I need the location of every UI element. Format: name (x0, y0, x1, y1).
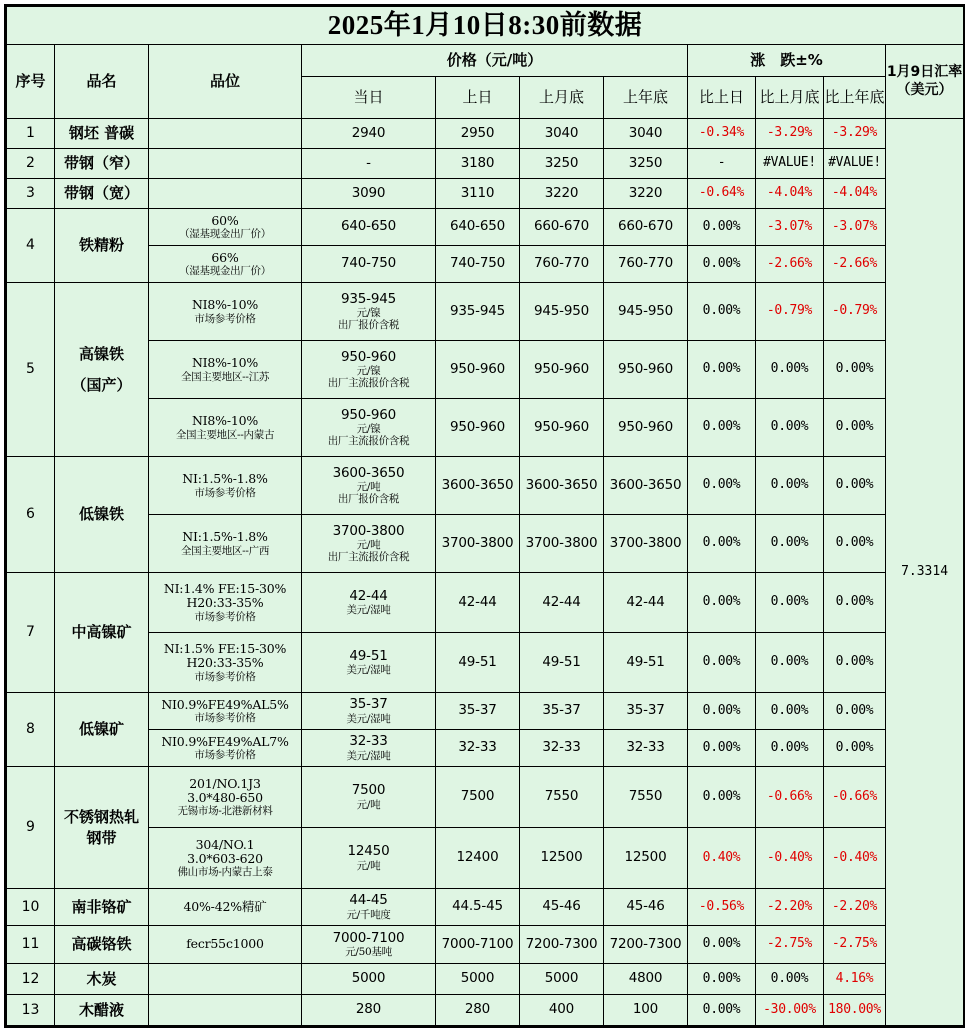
row-price-last-year: 950-960 (604, 399, 688, 457)
price-today-value: 12450 (347, 843, 390, 860)
row-change-vs-last-year: 0.00% (824, 515, 886, 573)
row-price-last-month: 49-51 (520, 633, 604, 693)
row-price-prev-day: 950-960 (436, 341, 520, 399)
header-last-year-end: 上年底 (604, 77, 688, 119)
row-price-today (302, 964, 436, 995)
table-row (7, 633, 964, 693)
price-today-value: 3090 (351, 184, 386, 201)
row-change-vs-prev-day: 0.00% (688, 730, 756, 767)
grade-note: 市场参考价格 (194, 610, 256, 623)
grade-secondary: H20:33-35% (186, 595, 264, 611)
header-seq: 序号 (7, 45, 55, 119)
row-price-prev-day: 12400 (436, 828, 520, 889)
table-row (7, 246, 964, 283)
table-row (7, 964, 964, 995)
price-today-unit: 美元/湿吨 (346, 664, 391, 677)
price-table (6, 6, 964, 1026)
row-change-vs-prev-day: 0.00% (688, 209, 756, 246)
row-change-vs-last-year: 0.00% (824, 573, 886, 633)
price-today-note: 出厂主流报价含税 (327, 551, 410, 564)
price-today-unit: 美元/湿吨 (346, 749, 391, 762)
row-change-vs-prev-day: 0.00% (688, 926, 756, 964)
row-change-vs-last-year: 0.00% (824, 457, 886, 515)
table-row (7, 828, 964, 889)
grade-main: NI8%-10% (191, 355, 259, 371)
row-product-name: 铁精粉 (55, 209, 149, 283)
row-price-prev-day: 640-650 (436, 209, 520, 246)
row-change-vs-last-year: -3.29% (824, 119, 886, 149)
row-price-today (302, 926, 436, 964)
header-price-group: 价格（元/吨） (302, 45, 688, 77)
row-seq: 11 (7, 926, 55, 964)
table-row (7, 767, 964, 828)
row-product-name: 中高镍矿 (55, 573, 149, 693)
row-price-today (302, 828, 436, 889)
row-price-last-year: 35-37 (604, 693, 688, 730)
price-today-value: 2940 (351, 124, 386, 141)
row-change-vs-prev-day: 0.00% (688, 573, 756, 633)
row-change-vs-prev-day: -0.34% (688, 119, 756, 149)
row-product-name (55, 767, 149, 889)
price-today-value: 3700-3800 (332, 522, 405, 539)
header-vs-last-month: 比上月底 (756, 77, 824, 119)
row-change-vs-last-month: -4.04% (756, 179, 824, 209)
row-change-vs-last-month: 0.00% (756, 573, 824, 633)
price-sheet (4, 4, 965, 1028)
header-name: 品名 (55, 45, 149, 119)
price-today-value: 740-750 (340, 255, 396, 272)
row-change-vs-last-month: 0.00% (756, 457, 824, 515)
row-change-vs-last-month: -2.20% (756, 889, 824, 926)
row-grade (149, 926, 302, 964)
row-seq: 1 (7, 119, 55, 149)
row-grade (149, 246, 302, 283)
row-change-vs-last-year: -2.20% (824, 889, 886, 926)
row-change-vs-prev-day: 0.00% (688, 399, 756, 457)
row-price-today (302, 119, 436, 149)
row-change-vs-last-month: -0.66% (756, 767, 824, 828)
grade-secondary: 3.0*480-650 (187, 789, 263, 805)
table-row (7, 399, 964, 457)
row-price-today (302, 457, 436, 515)
row-price-last-year: 4800 (604, 964, 688, 995)
row-price-today (302, 209, 436, 246)
row-change-vs-prev-day: 0.00% (688, 457, 756, 515)
row-price-last-year: 3600-3650 (604, 457, 688, 515)
grade-note: 市场参考价格 (194, 712, 256, 725)
row-price-last-month: 3600-3650 (520, 457, 604, 515)
grade-note: 无锡市场-北港新材料 (177, 805, 273, 818)
row-price-last-month: 400 (520, 995, 604, 1026)
row-price-last-year: 12500 (604, 828, 688, 889)
row-change-vs-prev-day: 0.00% (688, 246, 756, 283)
row-price-prev-day: 5000 (436, 964, 520, 995)
price-today-value: 7500 (351, 782, 386, 799)
price-today-unit: 元/镍 (356, 423, 381, 436)
row-grade (149, 149, 302, 179)
row-price-prev-day: 49-51 (436, 633, 520, 693)
price-today-value: 49-51 (349, 647, 388, 664)
row-price-last-month: 3040 (520, 119, 604, 149)
grade-note: 全国主要地区--内蒙古 (175, 428, 275, 441)
grade-main: 66% (211, 249, 239, 265)
row-change-vs-last-year: 0.00% (824, 633, 886, 693)
price-today-unit: 元/镍 (356, 307, 381, 320)
price-today-value: 42-44 (349, 587, 388, 604)
price-today-value: 35-37 (349, 696, 388, 713)
row-product-name: 低镍矿 (55, 693, 149, 767)
table-row (7, 209, 964, 246)
grade-main: 40%-42%精矿 (183, 898, 267, 914)
row-change-vs-last-month: #VALUE! (756, 149, 824, 179)
grade-main: NI:1.5% FE:15-30% (163, 641, 287, 657)
row-price-today (302, 246, 436, 283)
row-seq: 10 (7, 889, 55, 926)
row-grade (149, 179, 302, 209)
row-change-vs-last-year: 180.00% (824, 995, 886, 1026)
product-name-line2: 钢带 (86, 828, 117, 847)
grade-main: 201/NO.1J3 (189, 775, 261, 791)
row-price-last-month: 950-960 (520, 341, 604, 399)
grade-note: 市场参考价格 (194, 312, 256, 325)
row-change-vs-last-month: 0.00% (756, 515, 824, 573)
row-grade (149, 457, 302, 515)
price-today-value: 44-45 (349, 892, 388, 909)
price-today-unit: 元/吨 (356, 539, 381, 552)
price-today-unit: 美元/湿吨 (346, 604, 391, 617)
row-price-prev-day: 280 (436, 995, 520, 1026)
table-row (7, 341, 964, 399)
header-last-month-end: 上月底 (520, 77, 604, 119)
row-change-vs-prev-day: -0.56% (688, 889, 756, 926)
row-change-vs-last-month: -3.29% (756, 119, 824, 149)
price-today-value: 3600-3650 (332, 464, 405, 481)
row-price-prev-day: 42-44 (436, 573, 520, 633)
row-price-last-year: 3040 (604, 119, 688, 149)
price-today-value: 5000 (351, 970, 386, 987)
row-seq: 6 (7, 457, 55, 573)
row-price-today (302, 573, 436, 633)
row-product-name: 钢坯 普碳 (55, 119, 149, 149)
row-grade (149, 399, 302, 457)
grade-main: 304/NO.1 (195, 836, 255, 852)
price-today-note: 出厂报价含税 (337, 319, 400, 332)
row-price-last-year: 32-33 (604, 730, 688, 767)
row-grade (149, 964, 302, 995)
exchange-rate-value: 7.3314 (886, 119, 964, 1026)
row-price-today (302, 730, 436, 767)
row-price-last-month: 35-37 (520, 693, 604, 730)
row-change-vs-prev-day: 0.00% (688, 633, 756, 693)
row-price-last-month: 3700-3800 (520, 515, 604, 573)
table-row (7, 515, 964, 573)
product-name-line2: （国产） (71, 375, 132, 394)
row-price-last-month: 3220 (520, 179, 604, 209)
header-rate-text: 1月9日汇率（美元） (886, 64, 963, 98)
row-price-last-month: 945-950 (520, 283, 604, 341)
grade-note: （湿基现金出厂价） (179, 265, 271, 278)
grade-main: NI8%-10% (191, 413, 259, 429)
row-price-prev-day: 935-945 (436, 283, 520, 341)
row-price-last-month: 45-46 (520, 889, 604, 926)
header-grade: 品位 (149, 45, 302, 119)
row-product-name (55, 283, 149, 457)
row-grade (149, 119, 302, 149)
table-row (7, 730, 964, 767)
row-seq: 8 (7, 693, 55, 767)
grade-main: NI:1.5%-1.8% (182, 529, 268, 545)
row-change-vs-prev-day: 0.00% (688, 767, 756, 828)
row-change-vs-last-month: 0.00% (756, 693, 824, 730)
row-change-vs-last-month: 0.00% (756, 341, 824, 399)
row-seq: 3 (7, 179, 55, 209)
header-change-group: 涨 跌±% (688, 45, 886, 77)
row-seq: 2 (7, 149, 55, 179)
row-price-last-month: 760-770 (520, 246, 604, 283)
row-grade (149, 341, 302, 399)
row-price-today (302, 149, 436, 179)
row-seq: 13 (7, 995, 55, 1026)
table-row (7, 889, 964, 926)
row-change-vs-last-year: 0.00% (824, 693, 886, 730)
row-change-vs-last-year: -4.04% (824, 179, 886, 209)
row-price-prev-day: 950-960 (436, 399, 520, 457)
sheet-title: 2025年1月10日8:30前数据 (7, 7, 964, 45)
price-today-unit: 元/吨 (356, 481, 381, 494)
row-price-last-month: 42-44 (520, 573, 604, 633)
row-price-last-year: 950-960 (604, 341, 688, 399)
table-row (7, 693, 964, 730)
table-row (7, 995, 964, 1026)
row-change-vs-last-month: -0.79% (756, 283, 824, 341)
row-price-last-year: 49-51 (604, 633, 688, 693)
header-prev-day: 上日 (436, 77, 520, 119)
price-today-note: 出厂主流报价含税 (327, 377, 410, 390)
table-row (7, 179, 964, 209)
row-change-vs-last-year: -0.40% (824, 828, 886, 889)
row-grade (149, 828, 302, 889)
row-change-vs-last-month: 0.00% (756, 399, 824, 457)
price-today-unit: 元/千吨度 (346, 908, 391, 921)
row-price-last-month: 950-960 (520, 399, 604, 457)
price-today-value: 935-945 (340, 290, 396, 307)
row-grade (149, 693, 302, 730)
row-change-vs-last-year: -2.75% (824, 926, 886, 964)
row-price-last-month: 32-33 (520, 730, 604, 767)
row-price-last-month: 5000 (520, 964, 604, 995)
price-today-value: 950-960 (340, 348, 396, 365)
table-row (7, 149, 964, 179)
price-today-value: 7000-7100 (332, 929, 405, 946)
row-price-prev-day: 3700-3800 (436, 515, 520, 573)
row-change-vs-last-month: -3.07% (756, 209, 824, 246)
row-product-name: 低镍铁 (55, 457, 149, 573)
price-today-note: 出厂报价含税 (337, 493, 400, 506)
grade-note: 全国主要地区--江苏 (180, 370, 270, 383)
grade-note: 市场参考价格 (194, 670, 256, 683)
row-seq: 7 (7, 573, 55, 693)
row-price-prev-day: 7500 (436, 767, 520, 828)
row-grade (149, 730, 302, 767)
row-price-last-month: 12500 (520, 828, 604, 889)
row-change-vs-prev-day: 0.00% (688, 283, 756, 341)
table-row (7, 573, 964, 633)
row-grade (149, 515, 302, 573)
row-price-prev-day: 2950 (436, 119, 520, 149)
row-product-name: 木醋液 (55, 995, 149, 1026)
row-grade (149, 573, 302, 633)
grade-main: NI:1.4% FE:15-30% (163, 581, 287, 597)
row-price-prev-day: 3180 (436, 149, 520, 179)
row-price-last-month: 7550 (520, 767, 604, 828)
row-change-vs-last-year: -3.07% (824, 209, 886, 246)
row-change-vs-prev-day: 0.40% (688, 828, 756, 889)
row-price-today (302, 633, 436, 693)
row-price-last-month: 3250 (520, 149, 604, 179)
row-change-vs-prev-day: 0.00% (688, 515, 756, 573)
row-seq: 5 (7, 283, 55, 457)
row-price-last-month: 660-670 (520, 209, 604, 246)
row-change-vs-last-year: -0.79% (824, 283, 886, 341)
price-today-unit: 元/吨 (356, 859, 381, 872)
grade-note: （湿基现金出厂价） (179, 228, 271, 241)
row-change-vs-prev-day: 0.00% (688, 964, 756, 995)
price-today-value: 280 (355, 1001, 382, 1018)
grade-main: fecr55c1000 (186, 936, 264, 952)
row-product-name: 带钢（宽） (55, 179, 149, 209)
row-grade (149, 633, 302, 693)
row-change-vs-last-year: #VALUE! (824, 149, 886, 179)
row-price-today (302, 515, 436, 573)
row-price-last-year: 760-770 (604, 246, 688, 283)
row-price-today (302, 283, 436, 341)
row-product-name: 高碳铬铁 (55, 926, 149, 964)
row-price-last-year: 7200-7300 (604, 926, 688, 964)
row-price-last-year: 100 (604, 995, 688, 1026)
row-product-name: 南非铬矿 (55, 889, 149, 926)
price-today-value: 640-650 (340, 218, 396, 235)
row-change-vs-prev-day: 0.00% (688, 995, 756, 1026)
row-price-today (302, 693, 436, 730)
row-change-vs-prev-day: 0.00% (688, 341, 756, 399)
grade-main: NI8%-10% (191, 297, 259, 313)
row-price-prev-day: 3600-3650 (436, 457, 520, 515)
row-seq: 9 (7, 767, 55, 889)
row-price-last-year: 945-950 (604, 283, 688, 341)
row-price-today (302, 889, 436, 926)
header-vs-last-year: 比上年底 (824, 77, 886, 119)
price-today-unit: 元/50基吨 (345, 946, 392, 959)
row-price-last-year: 7550 (604, 767, 688, 828)
row-grade (149, 889, 302, 926)
row-change-vs-last-month: -2.75% (756, 926, 824, 964)
price-today-value: 950-960 (340, 406, 396, 423)
row-price-prev-day: 32-33 (436, 730, 520, 767)
row-price-prev-day: 7000-7100 (436, 926, 520, 964)
price-today-note: 出厂主流报价含税 (327, 435, 410, 448)
grade-main: 60% (211, 212, 239, 228)
row-seq: 4 (7, 209, 55, 283)
table-row (7, 283, 964, 341)
header-vs-prev-day: 比上日 (688, 77, 756, 119)
grade-main: NI0.9%FE49%AL5% (161, 696, 289, 712)
table-row (7, 926, 964, 964)
product-name-line1: 高镍铁 (78, 344, 124, 363)
row-grade (149, 283, 302, 341)
row-price-prev-day: 44.5-45 (436, 889, 520, 926)
grade-note: 全国主要地区--广西 (180, 544, 270, 557)
price-today-value: - (366, 154, 371, 171)
row-change-vs-last-month: 0.00% (756, 633, 824, 693)
row-price-today (302, 179, 436, 209)
row-change-vs-prev-day: 0.00% (688, 693, 756, 730)
row-price-prev-day: 740-750 (436, 246, 520, 283)
price-today-unit: 元/吨 (356, 798, 381, 811)
row-price-last-year: 3250 (604, 149, 688, 179)
row-price-today (302, 995, 436, 1026)
row-change-vs-last-month: -0.40% (756, 828, 824, 889)
grade-main: NI0.9%FE49%AL7% (161, 733, 289, 749)
row-grade (149, 767, 302, 828)
row-price-last-year: 3700-3800 (604, 515, 688, 573)
row-price-last-year: 660-670 (604, 209, 688, 246)
row-change-vs-last-year: -0.66% (824, 767, 886, 828)
row-price-last-year: 3220 (604, 179, 688, 209)
table-row (7, 457, 964, 515)
row-change-vs-last-year: 4.16% (824, 964, 886, 995)
price-today-unit: 美元/湿吨 (346, 712, 391, 725)
row-price-today (302, 399, 436, 457)
grade-note: 市场参考价格 (194, 749, 256, 762)
grade-note: 佛山市场-内蒙古上泰 (177, 866, 273, 879)
row-change-vs-last-month: -30.00% (756, 995, 824, 1026)
row-product-name: 带钢（窄） (55, 149, 149, 179)
grade-note: 市场参考价格 (194, 486, 256, 499)
product-name-line1: 不锈钢热轧 (63, 807, 139, 826)
header-today: 当日 (302, 77, 436, 119)
price-today-unit: 元/镍 (356, 365, 381, 378)
table-row (7, 119, 964, 149)
row-price-last-year: 45-46 (604, 889, 688, 926)
row-change-vs-last-year: 0.00% (824, 730, 886, 767)
row-price-prev-day: 35-37 (436, 693, 520, 730)
row-grade (149, 209, 302, 246)
row-change-vs-prev-day: - (688, 149, 756, 179)
row-grade (149, 995, 302, 1026)
row-price-today (302, 341, 436, 399)
header-exchange-rate (886, 45, 964, 119)
grade-secondary: H20:33-35% (186, 655, 264, 671)
row-change-vs-last-month: 0.00% (756, 964, 824, 995)
row-change-vs-prev-day: -0.64% (688, 179, 756, 209)
row-price-last-month: 7200-7300 (520, 926, 604, 964)
row-change-vs-last-year: 0.00% (824, 399, 886, 457)
row-product-name: 木炭 (55, 964, 149, 995)
row-change-vs-last-month: 0.00% (756, 730, 824, 767)
grade-secondary: 3.0*603-620 (187, 850, 263, 866)
row-price-today (302, 767, 436, 828)
row-price-prev-day: 3110 (436, 179, 520, 209)
grade-main: NI:1.5%-1.8% (182, 471, 268, 487)
price-today-value: 32-33 (349, 733, 388, 750)
row-price-last-year: 42-44 (604, 573, 688, 633)
row-change-vs-last-year: -2.66% (824, 246, 886, 283)
row-seq: 12 (7, 964, 55, 995)
row-change-vs-last-year: 0.00% (824, 341, 886, 399)
row-change-vs-last-month: -2.66% (756, 246, 824, 283)
